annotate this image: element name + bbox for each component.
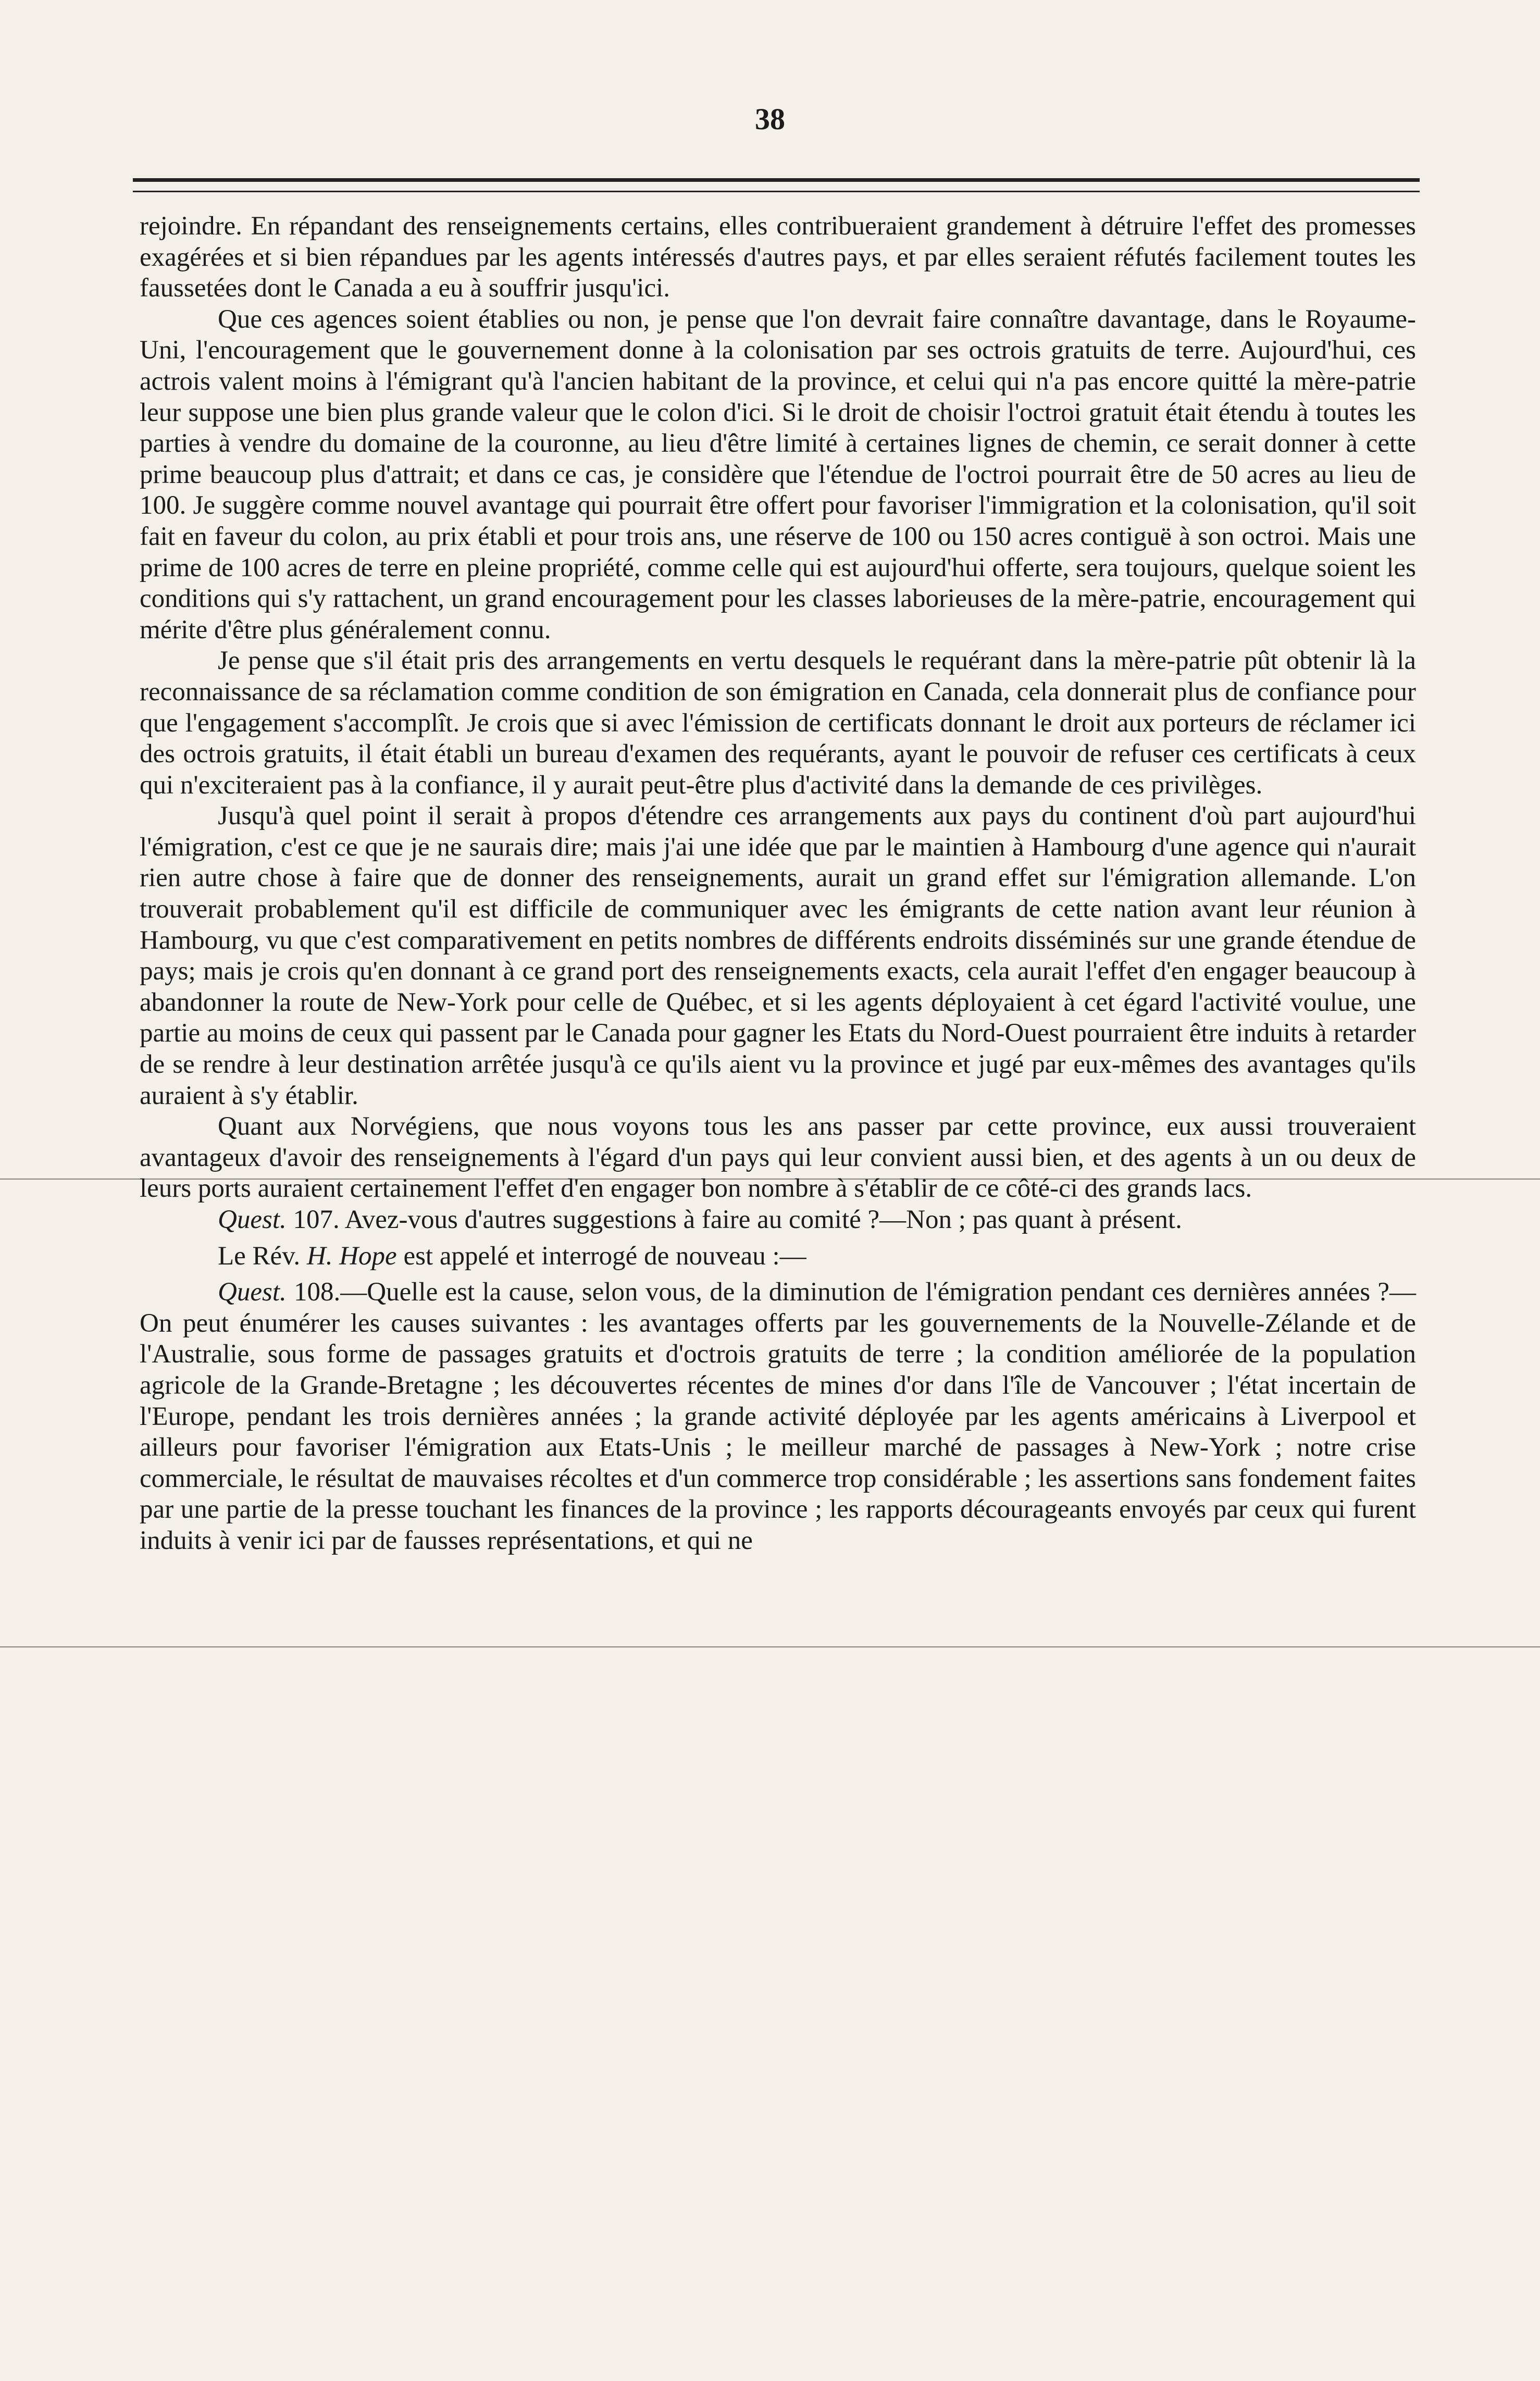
header-rule-thin (133, 191, 1420, 192)
scan-artifact-line (0, 1646, 1540, 1647)
question-number: 107. (293, 1205, 340, 1234)
paragraph: Que ces agences soient établies ou non, je pense que l'on devrait faire connaître davantage, dans le Royaume-Uni, l'encouragement que le gouvernement donne à la colonisation par ses octrois gratuits de terre. Aujourd'hui, ces actrois valent moins à l'émigrant qu'à l'ancien habitant de la province, et celui qui n'a pas encore quitté la mère-patrie leur suppose une bien plus grande valeur que le colon d'ici. Si le droit de choisir l'octroi gratuit était étendu à toutes les parties à vendre du domaine de la couronne, au lieu d'être limité à certaines lignes de chemin, ce serait donner à cette prime beaucoup plus d'attrait; et dans ce cas, je considère que l'étendue de l'octroi pourrait être de 50 acres au lieu de 100. Je suggère comme nouvel avantage qui pourrait être offert pour favoriser l'immigration et la colonisation, qu'il soit fait en faveur du colon, au prix établi et pour trois ans, une réserve de 100 ou 150 acres contiguë à son octroi. Mais une prime de 100 acres de terre en pleine propriété, comme celle qui est aujourd'hui offerte, sera toujours, quelque soient les conditions qui s'y rattachent, un grand encouragement pour les classes laborieuses de la mère-patrie, encouragement qui mérite d'être plus généralement connu. (140, 304, 1416, 644)
witness-suffix: est appelé et interrogé de nouveau :— (403, 1241, 806, 1271)
paragraph: rejoindre. En répandant des renseignements certains, elles contribueraient grandement à détruire l'effet des promesses exagérées et si bien répandues par les agents intéressés d'autres pays, et par elles seraient réfutés facilement toutes les faussetées dont le Canada a eu à souffrir jusqu'ici. (140, 212, 1416, 303)
question-108 (140, 1277, 1416, 1556)
question-label: Quest. (218, 1205, 287, 1234)
paragraph: Je pense que s'il était pris des arrangements en vertu desquels le requérant dans la mère-patrie pût obtenir là la reconnaissance de sa réclamation comme condition de son émigration en Canada, cela donnerait plus de confiance pour que l'engagement s'accomplît. Je crois que si avec l'émission de certificats donnant le droit aux porteurs de réclamer ici des octrois gratuits, il était établi un bureau d'examen des requérants, ayant le pouvoir de refuser ces certificats à ceux qui n'exciteraient pas à la confiance, il y aurait peut-être plus d'activité dans la demande de ces privilèges. (140, 646, 1416, 800)
witness-name: H. Hope (306, 1241, 397, 1271)
witness-heading (140, 1241, 1416, 1272)
paragraph: Quant aux Norvégiens, que nous voyons tous les ans passer par cette province, eux aussi trouveraient avantageux d'avoir des renseignements à l'égard d'un pays qui leur convient aussi bien, et des agents à un ou deux de leurs ports auraient certainement l'effet d'en engager bon nombre à s'établir de ce côté-ci des grands lacs. (140, 1112, 1416, 1204)
question-text: —Quelle est la cause, selon vous, de la diminution de l'émigration pendant ces dernières années ?—On peut énumérer les causes suivantes : les avantages offerts par les gouvernements de la Nouvelle-Zélande et de l'Australie, sous forme de passages gratuits et d'octrois gratuits de terre ; la condition améliorée de la population agricole de la Grande-Bretagne ; les découvertes récentes de mines d'or dans l'île de Vancouver ; l'état incertain de l'Europe, pendant les trois dernières années ; la grande activité déployée par les agents américains à Liverpool et ailleurs pour favoriser l'émigration aux Etats-Unis ; le meilleur marché de passages à New-York ; notre crise commerciale, le résultat de mauvaises récoltes et d'un commerce trop considérable ; les assertions sans fondement faites par une partie de la presse touchant les finances de la province ; les rapports décourageants envoyés par ceux qui furent induits à venir ici par de fausses représentations, et qui ne (140, 1278, 1416, 1555)
body-text (140, 211, 1416, 1557)
question-text: Avez-vous d'autres suggestions à faire au comité ?—Non ; pas quant à présent. (344, 1205, 1182, 1234)
paragraph: Jusqu'à quel point il serait à propos d'étendre ces arrangements aux pays du continent d'où part aujourd'hui l'émigration, c'est ce que je ne saurais dire; mais j'ai une idée que par le maintien à Hambourg d'une agence qui n'aurait rien autre chose à faire que de donner des renseignements, aurait un grand effet sur l'émigration allemande. L'on trouverait probablement qu'il est difficile de communiquer avec les émigrants de cette nation avant leur réunion à Hambourg, vu que c'est comparativement en petits nombres de différents endroits disséminés sur une grande étendue de pays; mais je crois qu'en donnant à ce grand port des renseignements exacts, cela aurait l'effet d'en engager beaucoup à abandonner la route de New-York pour celle de Québec, et si les agents déployaient à cet égard l'activité voulue, une partie au moins de ceux qui passent par le Canada pour gagner les Etats du Nord-Ouest pourraient être induits à retarder de se rendre à leur destination arrêtée jusqu'à ce qu'ils aient vu la province et jugé par eux-mêmes des avantages qu'ils auraient à s'y établir. (140, 801, 1416, 1110)
header-rule-thick (133, 178, 1420, 182)
page-number: 38 (755, 102, 785, 136)
question-label: Quest. (218, 1278, 287, 1307)
question-number: 108. (294, 1278, 341, 1307)
witness-prefix: Le Rév. (218, 1241, 301, 1271)
question-107 (140, 1205, 1416, 1236)
